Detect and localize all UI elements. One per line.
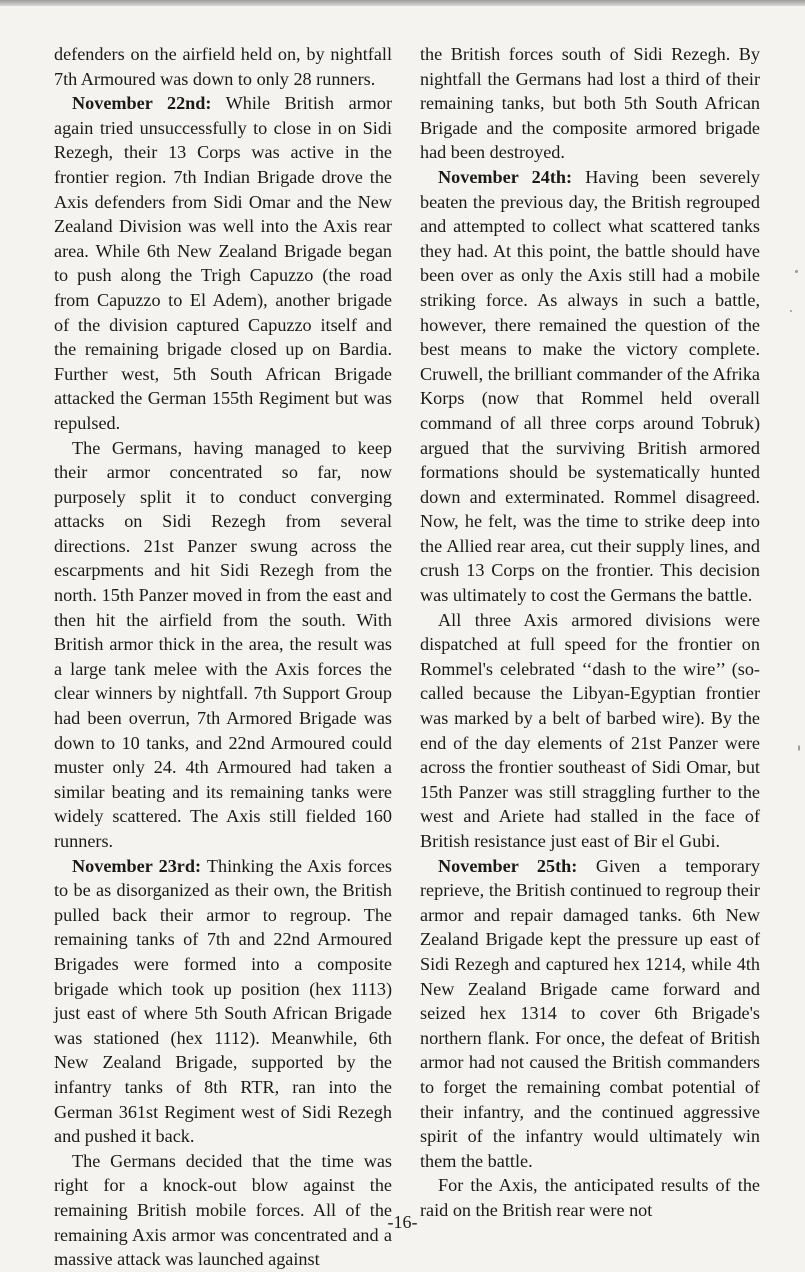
left-text-column: [54, 42, 392, 1272]
right-text-column: [420, 42, 760, 1223]
paragraph: All three Axis armored divisions were dispatched at full speed for the frontier on Rommel's celebrated ‘‘dash to the wire’’ (so-called because the Libyan-Egyptian frontier was marked by a belt of barbed wire). By the end of the day elements of 21st Panzer were across the frontier southeast of Sidi Omar, but 15th Panzer was still straggling further to the west and Ariete had stalled in the face of British resistance just east of Bir el Gubi.: [420, 609, 760, 851]
page-top-edge: [0, 0, 805, 6]
paragraph: defenders on the airfield held on, by nightfall 7th Armoured was down to only 28 runners.: [54, 44, 392, 89]
paragraph: The Germans decided that the time was right for a knock-out blow against the remaining British mobile forces. All of the remaining Axis armor was concentrated and a massive attack was launched against: [54, 1150, 392, 1270]
date-heading: November 23rd:: [72, 855, 202, 876]
paragraph: For the Axis, the anticipated results of the raid on the British rear were not: [420, 1175, 760, 1220]
paragraph: the British forces south of Sidi Rezegh. By nightfall the Germans had lost a third of their remaining tanks, but both 5th South African Brigade and the composite armored brigade had been destroyed.: [420, 44, 760, 163]
scan-speck: [790, 310, 792, 312]
date-heading: November 25th:: [438, 855, 578, 876]
paragraph: November 25th: Given a temporary reprieve, the British continued to regroup their armor and repair damaged tanks. 6th New Zealand Brigade kept the pressure up east of Sidi Rezegh and captured hex 1214, while 4th New Zealand Brigade came forward and seized hex 1314 to cover 6th Brigade's northern flank. For once, the defeat of British armor had not caused the British commanders to forget the remaining combat potential of their infantry, and the continued aggressive spirit of the infantry would ultimately win them the battle.: [420, 855, 760, 1171]
paragraph: November 22nd: While British armor again tried unsuccessfully to close in on Sidi Rezegh, their 13 Corps was active in the frontier region. 7th Indian Brigade drove the Axis defenders from Sidi Omar and the New Zealand Division was well into the Axis rear area. While 6th New Zealand Brigade began to push along the Trigh Capuzzo (the road from Capuzzo to El Adem), another brigade of the division captured Capuzzo itself and the remaining brigade closed up on Bardia. Further west, 5th South African Brigade attacked the German 155th Regiment but was repulsed.: [54, 93, 392, 433]
date-heading: November 22nd:: [72, 93, 212, 114]
scan-speck: [795, 270, 798, 273]
paragraph: November 24th: Having been severely beaten the previous day, the British regrouped and attempted to collect what scattered tanks they had. At this point, the battle should have been over as only the Axis still had a mobile striking force. As always in such a battle, however, there remained the question of the best means to make the victory complete. Cruwell, the brilliant commander of the Afrika Korps (now that Rommel held overall command of all three corps around Tobruk) argued that the surviving British armored formations should be systematically hunted down and exterminated. Rommel disagreed. Now, he felt, was the time to strike deep into the Allied rear area, cut their supply lines, and crush 13 Corps on the frontier. This decision was ultimately to cost the Germans the battle.: [420, 166, 760, 606]
scan-speck: [798, 745, 800, 751]
paragraph: The Germans, having managed to keep their armor concentrated so far, now purposely split it to conduct converging attacks on Sidi Rezegh from several directions. 21st Panzer swung across the escarpments and hit Sidi Rezegh from the north. 15th Panzer moved in from the east and then hit the airfield from the south. With British armor thick in the area, the result was a large tank melee with the Axis forces the clear winners by nightfall. 7th Support Group had been overrun, 7th Armored Brigade was down to 10 tanks, and 22nd Armoured could muster only 24. 4th Armoured had taken a similar beating and its remaining tanks were widely scattered. The Axis still fielded 160 runners.: [54, 437, 392, 851]
date-heading: November 24th:: [438, 166, 573, 187]
page-number: -16-: [387, 1212, 418, 1232]
paragraph: November 23rd: Thinking the Axis forces to be as disorganized as their own, the British pulled back their armor to regroup. The remaining tanks of 7th and 22nd Armoured Brigades were formed into a composite brigade which took up position (hex 1113) just east of where 5th South African Brigade was stationed (hex 1112). Meanwhile, 6th New Zealand Brigade, supported by the infantry tanks of 8th RTR, ran into the German 361st Regiment west of Sidi Rezegh and pushed it back.: [54, 855, 392, 1147]
